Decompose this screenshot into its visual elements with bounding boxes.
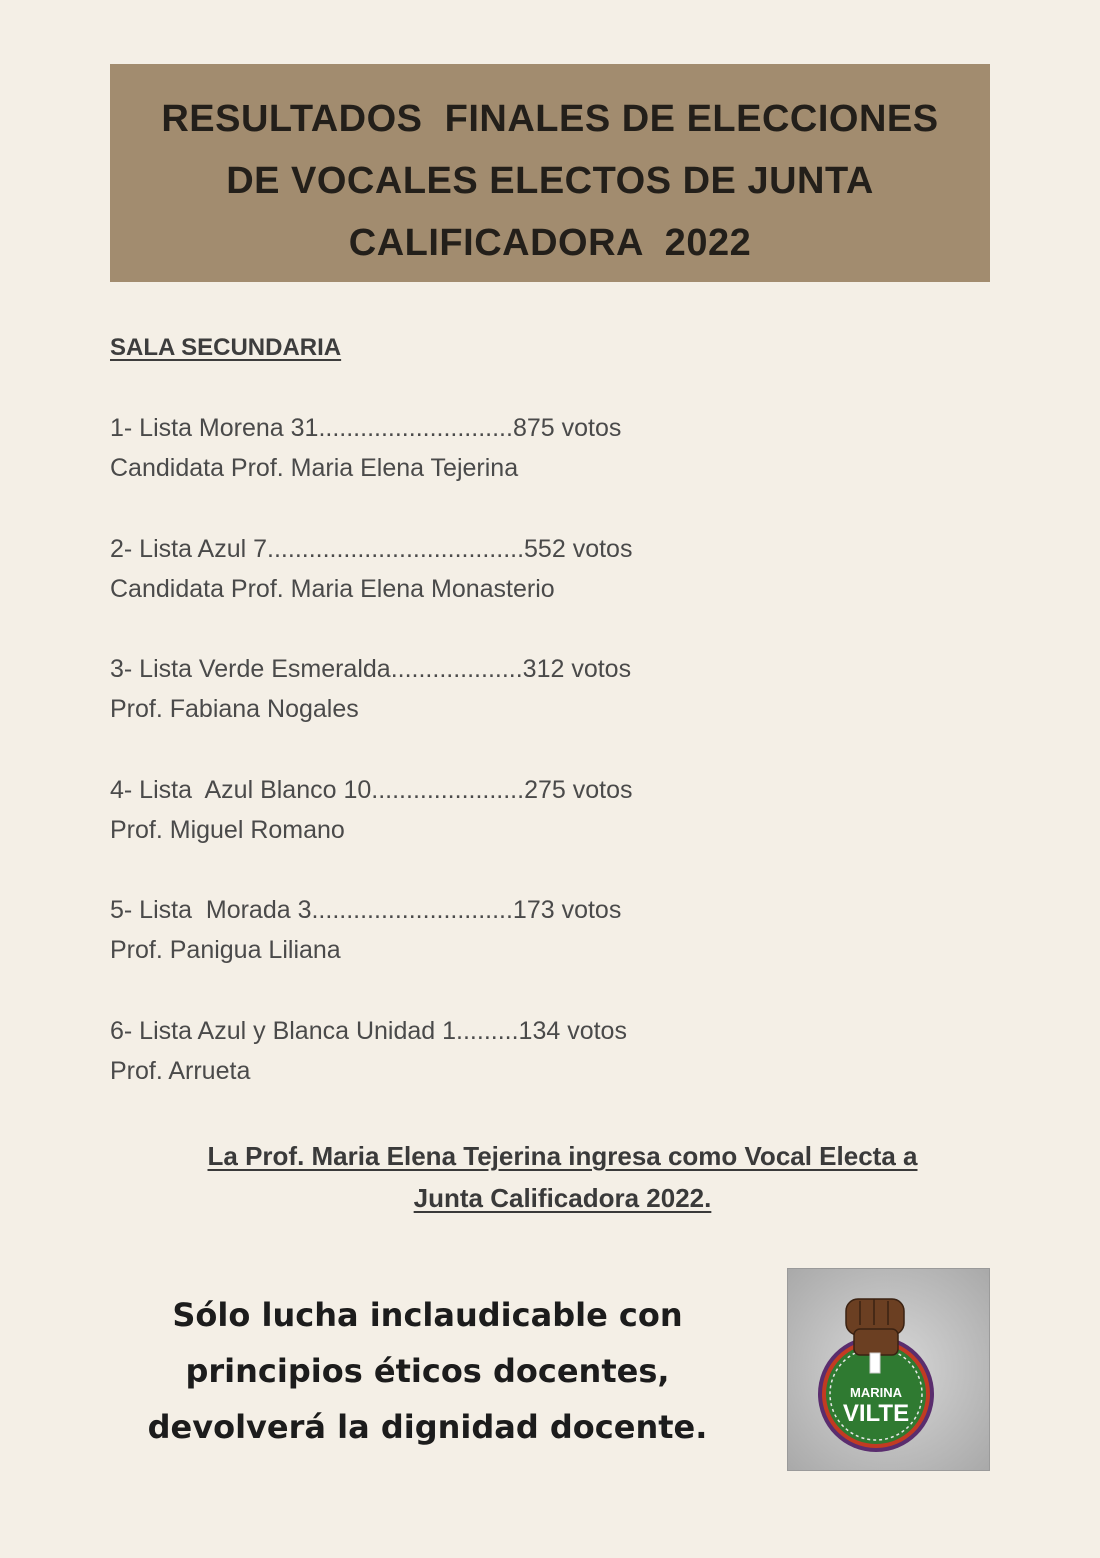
slogan-line-2: principios éticos docentes,	[185, 1352, 670, 1390]
title-line-3: CALIFICADORA 2022	[348, 222, 752, 264]
result-line	[110, 649, 810, 689]
slogan-line-1: Sólo lucha inclaudicable con	[172, 1296, 683, 1334]
list-name: 6- Lista Azul y Blanca Unidad 1.........	[110, 1016, 519, 1045]
title-line-2: DE VOCALES ELECTOS DE JUNTA	[226, 160, 874, 202]
result-line	[110, 1011, 810, 1051]
slogan-line-3: devolverá la dignidad docente.	[147, 1408, 708, 1446]
slogan	[130, 1287, 725, 1455]
vote-count: 312 votos	[522, 655, 632, 683]
result-line	[110, 770, 810, 810]
result-item-2	[110, 529, 810, 650]
candidate-name: Candidata Prof. Maria Elena Tejerina	[110, 454, 519, 482]
section-heading: SALA SECUNDARIA	[110, 334, 342, 361]
logo-text-line1: MARINA	[850, 1385, 902, 1400]
result-line	[110, 890, 810, 930]
candidate-name: Prof. Panigua Liliana	[110, 936, 341, 964]
results-list	[110, 408, 810, 1131]
list-name: 1- Lista Morena 31............................	[110, 414, 513, 442]
list-name: 3- Lista Verde Esmeralda...................	[110, 655, 523, 683]
announcement	[110, 1135, 1015, 1219]
vote-count: 875 votos	[512, 414, 622, 442]
result-item-5	[110, 890, 810, 1011]
result-item-3	[110, 649, 810, 770]
title-line-1: RESULTADOS FINALES DE ELECCIONES	[161, 98, 939, 140]
candidate-name: Candidata Prof. Maria Elena Monasterio	[110, 574, 555, 603]
logo-text-line2: VILTE	[842, 1400, 910, 1427]
announcement-line-2: Junta Calificadora 2022.	[413, 1183, 712, 1213]
list-name: 5- Lista Morada 3.............................	[110, 896, 513, 924]
title-banner	[110, 64, 990, 282]
result-line	[110, 529, 810, 569]
candidate-name: Prof. Fabiana Nogales	[110, 695, 359, 723]
fist-logo-icon	[788, 1269, 989, 1470]
candidate-name: Prof. Miguel Romano	[110, 815, 345, 844]
result-item-1	[110, 408, 810, 529]
vote-count: 275 votos	[524, 775, 633, 804]
list-name: 2- Lista Azul 7.....................................	[110, 534, 525, 563]
announcement-line-1: La Prof. Maria Elena Tejerina ingresa como Vocal Electa a	[207, 1141, 918, 1171]
result-line	[110, 408, 810, 448]
list-name: 4- Lista Azul Blanco 10......................	[110, 775, 525, 804]
result-item-6	[110, 1011, 810, 1132]
vote-count: 552 votos	[524, 534, 633, 563]
candidate-name: Prof. Arrueta	[110, 1056, 251, 1085]
result-item-4	[110, 770, 810, 891]
vote-count: 134 votos	[518, 1016, 627, 1045]
marina-vilte-logo	[787, 1268, 990, 1471]
vote-count: 173 votos	[512, 896, 622, 924]
